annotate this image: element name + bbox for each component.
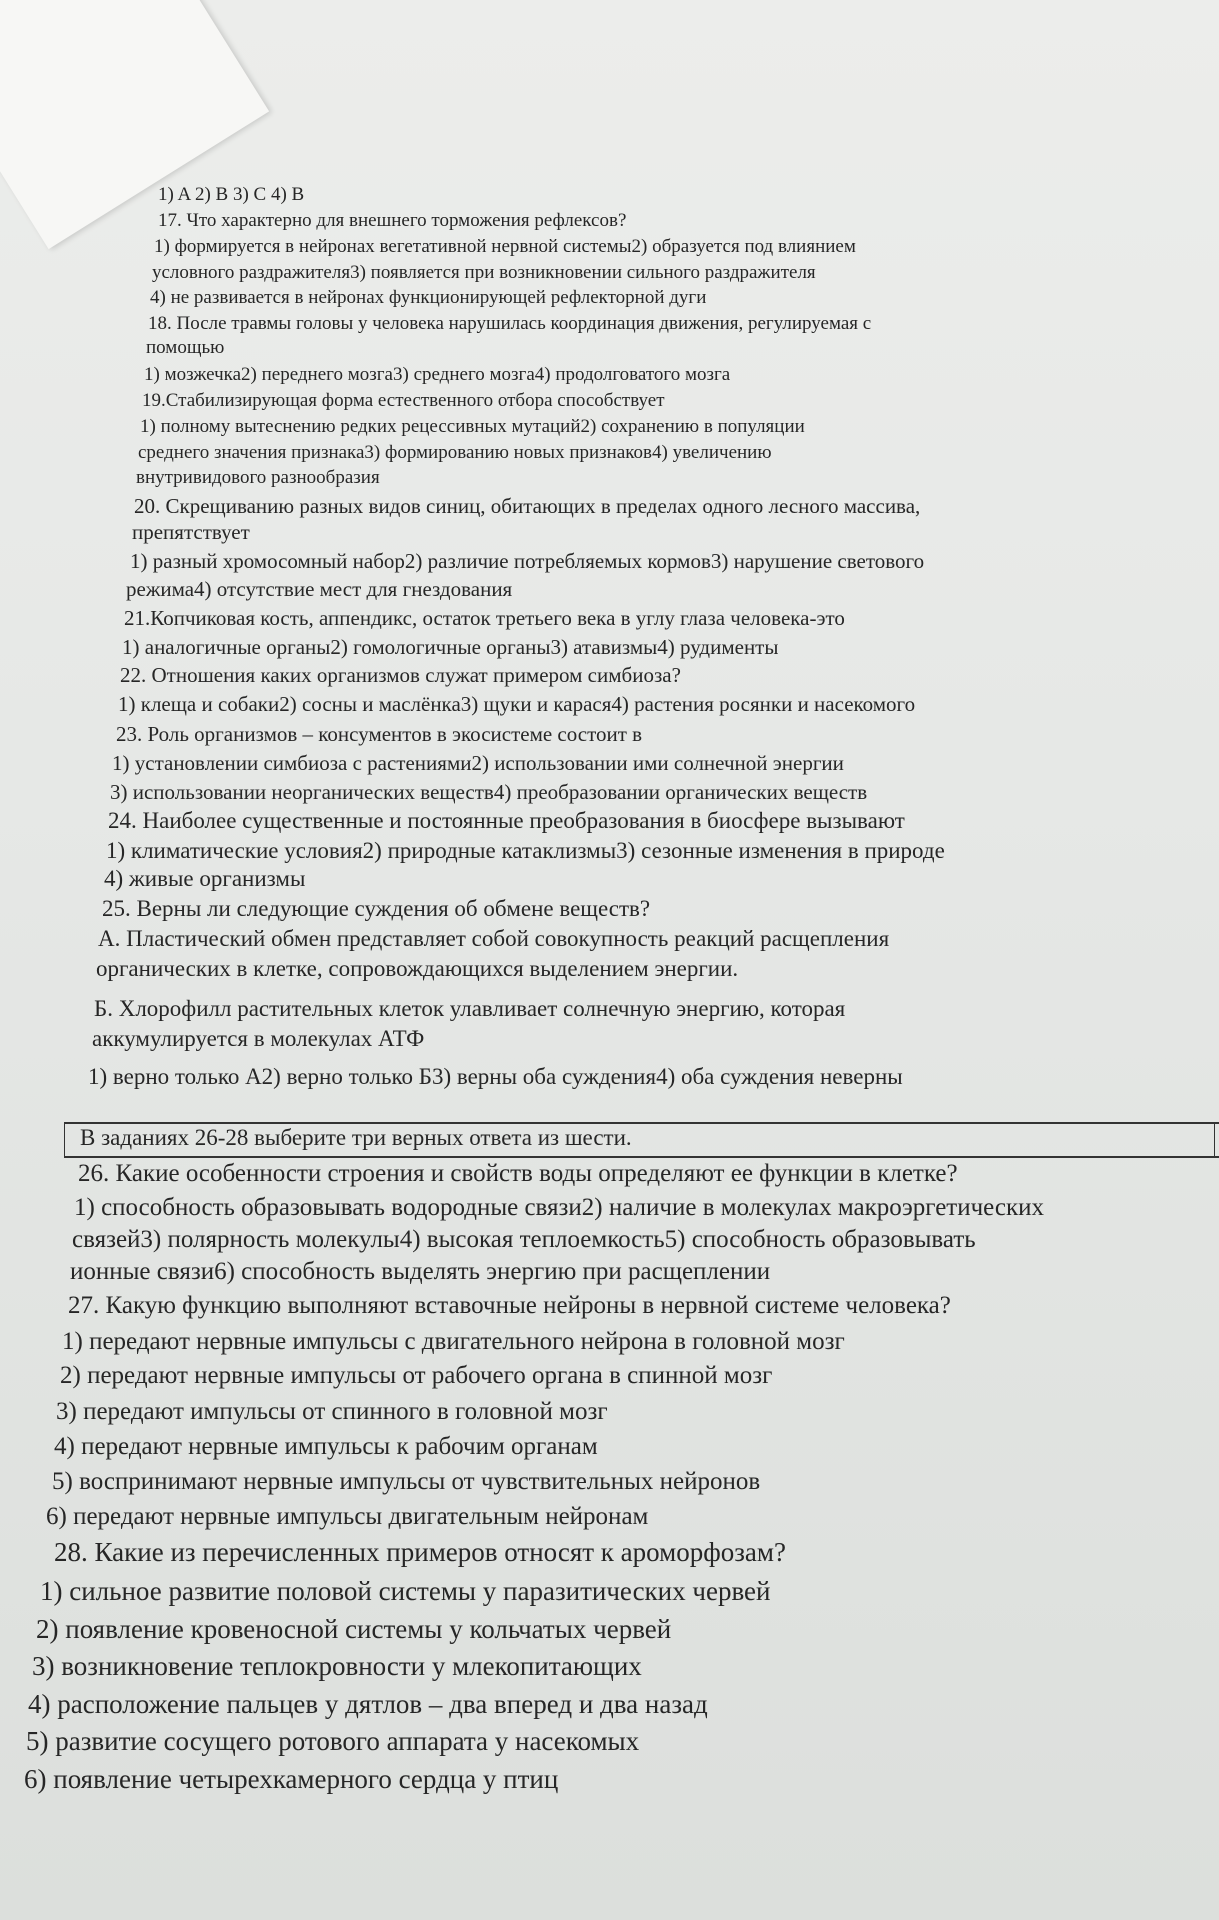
q21-question: 21.Копчиковая кость, аппендикс, остаток третьего века в углу глаза человека-это — [124, 606, 845, 630]
q27-option-line: 1) передают нервные импульсы с двигательного нейрона в головной мозг — [62, 1328, 845, 1355]
q25-statement-line: А. Пластический обмен представляет собой совокупность реакций расщепления — [98, 926, 890, 951]
q18-question: 18. После травмы головы у человека нарушилась координация движения, регулируемая с — [148, 313, 872, 334]
q16-answers: 1) A 2) B 3) C 4) B — [158, 184, 305, 205]
q28-option-line: 4) расположение пальцев у дятлов – два вперед и два назад — [28, 1689, 708, 1719]
q24-question: 24. Наиболее существенные и постоянные преобразования в биосфере вызывают — [108, 808, 905, 833]
table-cell-divider — [1214, 1124, 1215, 1158]
q20-question: 20. Скрещиванию разных видов синиц, обитающих в пределах одного лесного массива, — [134, 494, 921, 518]
q28-question: 28. Какие из перечисленных примеров относят к ароморфозам? — [54, 1537, 786, 1567]
q17-option-line: 4) не развивается в нейронах функционирующей рефлекторной дуги — [150, 287, 707, 308]
q19-option-line: 1) полному вытеснению редких рецессивных мутаций2) сохранению в популяции — [140, 416, 805, 437]
q24-option-line: 4) живые организмы — [104, 866, 306, 891]
q26-question: 26. Какие особенности строения и свойств воды определяют ее функции в клетке? — [78, 1160, 958, 1187]
q22-option-line: 1) клеща и собаки2) сосны и маслёнка3) щуки и карася4) растения росянки и насекомого — [118, 692, 916, 716]
q25-question: 25. Верны ли следующие суждения об обмене веществ? — [102, 896, 651, 921]
q20-option-line: 1) разный хромосомный набор2) различие потребляемых кормов3) нарушение светового — [130, 549, 925, 573]
q27-option-line: 6) передают нервные импульсы двигательным нейронам — [46, 1503, 649, 1530]
q20-option-line: режима4) отсутствие мест для гнездования — [126, 577, 513, 601]
q25-statement-line: аккумулируется в молекулах АТФ — [92, 1026, 425, 1051]
q27-option-line: 2) передают нервные импульсы от рабочего органа в спинной мозг — [60, 1362, 773, 1389]
q27-option-line: 4) передают нервные импульсы к рабочим органам — [54, 1433, 598, 1460]
q18-question-cont: помощью — [146, 337, 225, 358]
q19-option-line: внутривидового разнообразия — [136, 467, 380, 488]
q25-statement-line: органических в клетке, сопровождающихся выделением энергии. — [96, 956, 739, 981]
q28-option-line: 1) сильное развитие половой системы у паразитических червей — [40, 1576, 771, 1606]
q25-option-line: 1) верно только А2) верно только Б3) верны оба суждения4) оба суждения неверны — [88, 1064, 903, 1089]
q20-question-cont: препятствует — [132, 520, 250, 544]
q28-option-line: 2) появление кровеносной системы у кольчатых червей — [36, 1614, 672, 1644]
q22-question: 22. Отношения каких организмов служат примером симбиоза? — [120, 663, 681, 687]
q26-option-line: связей3) полярность молекулы4) высокая теплоемкость5) способность образовывать — [72, 1226, 976, 1253]
q27-question: 27. Какую функцию выполняют вставочные нейроны в нервной системе человека? — [68, 1292, 951, 1319]
q23-option-line: 1) установлении симбиоза с растениями2) использовании ими солнечной энергии — [112, 751, 844, 775]
q27-option-line: 3) передают импульсы от спинного в головной мозг — [56, 1398, 608, 1425]
q26-option-line: 1) способность образовывать водородные связи2) наличие в молекулах макроэргетических — [74, 1194, 1045, 1221]
q17-option-line: условного раздражителя3) появляется при возникновении сильного раздражителя — [152, 262, 816, 283]
q19-option-line: среднего значения признака3) формированию новых признаков4) увеличению — [138, 442, 772, 463]
q21-option-line: 1) аналогичные органы2) гомологичные органы3) атавизмы4) рудименты — [122, 635, 779, 659]
q25-statement-line: Б. Хлорофилл растительных клеток улавливает солнечную энергию, которая — [94, 996, 846, 1021]
q23-option-line: 3) использовании неорганических веществ4) преобразовании органических веществ — [110, 780, 868, 804]
q17-option-line: 1) формируется в нейронах вегетативной нервной системы2) образуется под влиянием — [154, 236, 856, 257]
q28-option-line: 5) развитие сосущего ротового аппарата у насекомых — [26, 1726, 640, 1756]
q18-option-line: 1) мозжечка2) переднего мозга3) среднего мозга4) продолговатого мозга — [144, 364, 731, 385]
q23-question: 23. Роль организмов – консументов в экосистеме состоит в — [116, 722, 643, 746]
q27-option-line: 5) воспринимают нервные импульсы от чувствительных нейронов — [52, 1468, 761, 1495]
q17-question: 17. Что характерно для внешнего торможения рефлексов? — [158, 210, 627, 231]
q24-option-line: 1) климатические условия2) природные катаклизмы3) сезонные изменения в природе — [106, 838, 945, 863]
instruction-text: В заданиях 26-28 выберите три верных ответа из шести. — [80, 1125, 632, 1150]
q19-question: 19.Стабилизирующая форма естественного отбора способствует — [142, 390, 665, 411]
q28-option-line: 6) появление четырехкамерного сердца у птиц — [24, 1764, 559, 1794]
q28-option-line: 3) возникновение теплокровности у млекопитающих — [32, 1651, 642, 1681]
q26-option-line: ионные связи6) способность выделять энергию при расщеплении — [70, 1258, 771, 1285]
